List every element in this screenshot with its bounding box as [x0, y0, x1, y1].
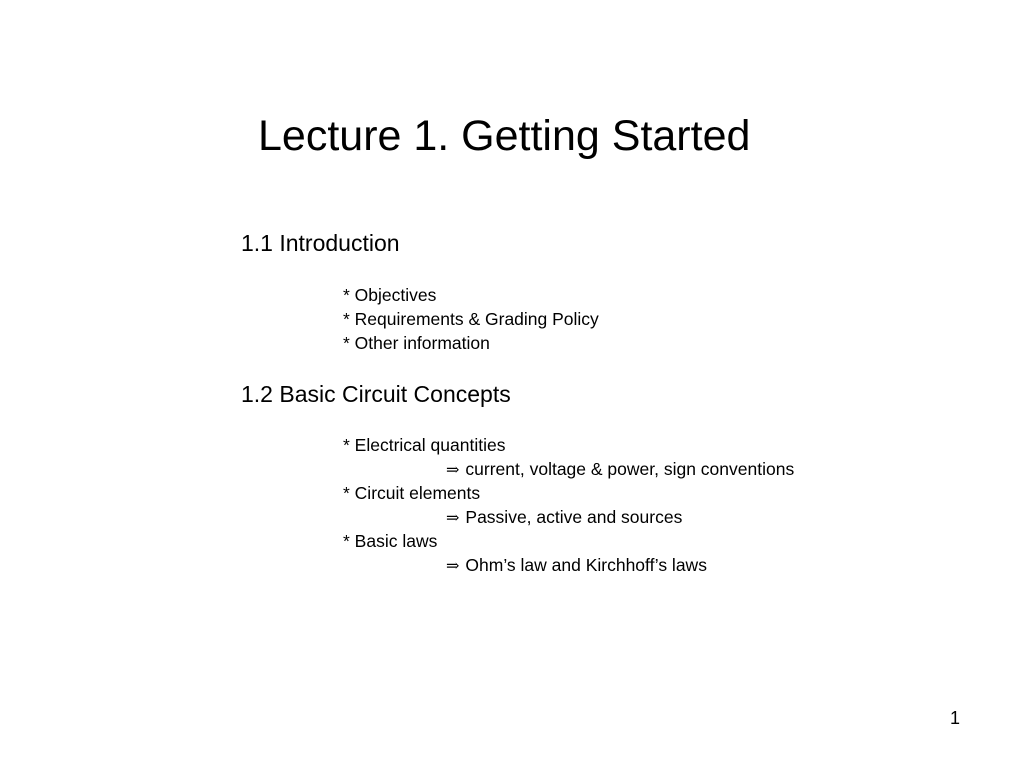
page-number: 1 — [950, 708, 961, 728]
implies-arrow-icon: ⇒ — [446, 460, 460, 479]
implies-arrow-icon: ⇒ — [446, 556, 460, 575]
section-heading-basic-circuit-concepts: 1.2 Basic Circuit Concepts — [241, 381, 511, 407]
slide-title: Lecture 1. Getting Started — [258, 112, 751, 160]
bullet-objectives: * Objectives — [343, 285, 437, 305]
section-heading-introduction: 1.1 Introduction — [241, 230, 400, 256]
bullet-other-information: * Other information — [343, 333, 490, 353]
sub-bullet-electrical-quantities — [446, 458, 794, 481]
bullet-basic-laws: * Basic laws — [343, 531, 438, 551]
sub-bullet-basic-laws — [446, 554, 707, 577]
sub-bullet-text: Ohm’s law and Kirchhoff’s laws — [465, 555, 707, 575]
sub-bullet-text: current, voltage & power, sign conventions — [465, 459, 795, 479]
sub-bullet-circuit-elements — [446, 506, 682, 529]
bullet-requirements-grading: * Requirements & Grading Policy — [343, 309, 599, 329]
implies-arrow-icon: ⇒ — [446, 508, 460, 527]
bullet-circuit-elements: * Circuit elements — [343, 483, 481, 503]
sub-bullet-text: Passive, active and sources — [465, 507, 683, 527]
bullet-electrical-quantities: * Electrical quantities — [343, 435, 506, 455]
